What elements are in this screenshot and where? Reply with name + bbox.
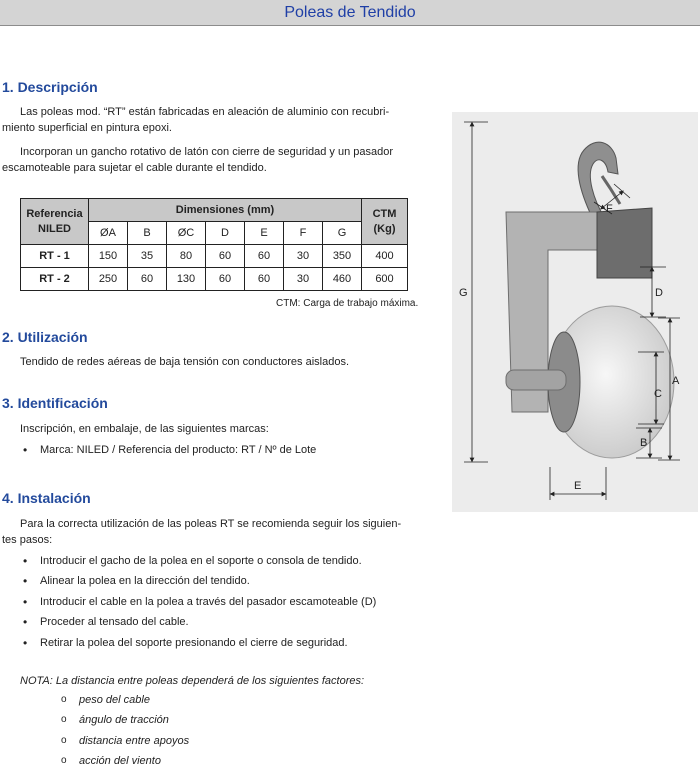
dim-g-label: G (459, 287, 468, 299)
col-header: D (206, 222, 245, 245)
table-cell: 30 (284, 268, 323, 291)
list-item: o peso del cable (79, 693, 150, 707)
ctm-header-line-2: (Kg) (373, 222, 396, 235)
list-item: • Proceder al tensado del cable. (40, 615, 189, 629)
list-item: o ángulo de tracción (79, 713, 169, 727)
table-header-row (21, 199, 408, 222)
table-cell: 80 (167, 245, 206, 268)
descripcion-line-2: miento superficial en pintura epoxi. (2, 122, 172, 134)
table-cell: 130 (167, 268, 206, 291)
list-item: • Introducir el gacho de la polea en el soporte o consola de tendido. (40, 554, 362, 568)
list-item: o acción del viento (79, 754, 161, 768)
nota-text: NOTA: La distancia entre poleas dependerá de los siguientes factores: (20, 675, 365, 687)
dim-b-label: B (640, 437, 648, 449)
section-heading-identificacion: 3. Identificación (2, 395, 108, 411)
table-cell: 35 (128, 245, 167, 268)
col-header: F (284, 222, 323, 245)
dim-e-label: E (574, 480, 582, 492)
instalacion-intro-line-1: Para la correcta utilización de las poleas RT se recomienda seguir los siguien- (20, 518, 402, 530)
col-header: ØC (167, 222, 206, 245)
table-cell: 60 (245, 268, 284, 291)
table-cell: 460 (323, 268, 362, 291)
ctm-header-line-1: CTM (372, 207, 397, 220)
row-ref: RT - 1 (21, 245, 89, 268)
table-cell: 60 (128, 268, 167, 291)
dim-header: Dimensiones (mm) (89, 199, 362, 222)
col-header: G (323, 222, 362, 245)
photo-background (452, 112, 698, 512)
descripcion-line-3: Incorporan un gancho rotativo de latón con cierre de seguridad y un pasador (20, 146, 394, 158)
table-cell: 30 (284, 245, 323, 268)
ctm-header (362, 199, 408, 245)
table-cell: 150 (89, 245, 128, 268)
axle-shape (506, 370, 566, 390)
section-heading-descripcion: 1. Descripción (2, 79, 98, 95)
col-header: E (245, 222, 284, 245)
title-bar (0, 0, 700, 26)
dim-f-label: F (606, 203, 613, 215)
col-header: ØA (89, 222, 128, 245)
section-heading-instalacion: 4. Instalación (2, 490, 91, 506)
instalacion-intro-line-2: tes pasos: (2, 534, 53, 546)
utilizacion-text: Tendido de redes aéreas de baja tensión con conductores aislados. (20, 356, 350, 368)
list-item: • Alinear la polea en la dirección del tendido. (40, 574, 250, 588)
table-cell-ctm: 600 (362, 268, 408, 291)
list-item: o distancia entre apoyos (79, 734, 189, 748)
clamp-block-shape (597, 208, 652, 278)
page-title: Poleas de Tendido (284, 4, 416, 21)
ctm-note: CTM: Carga de trabajo máxima. (276, 298, 419, 309)
pulley-drawing (452, 112, 698, 512)
dim-a-label: A (672, 375, 680, 387)
list-item: • Introducir el cable en la polea a través del pasador escamoteable (D) (40, 595, 376, 609)
dim-c-label: C (654, 388, 662, 400)
table-row (21, 268, 408, 291)
dim-d-label: D (655, 287, 663, 299)
dimensions-table (20, 198, 408, 291)
table-cell: 350 (323, 245, 362, 268)
descripcion-line-4: escamoteable para sujetar el cable durante el tendido. (2, 162, 267, 174)
table-cell: 60 (245, 245, 284, 268)
ref-header (21, 199, 89, 245)
table-cell-ctm: 400 (362, 245, 408, 268)
section-heading-utilizacion: 2. Utilización (2, 329, 88, 345)
col-header: B (128, 222, 167, 245)
identificacion-bullet: • Marca: NILED / Referencia del producto: RT / Nº de Lote (40, 443, 316, 457)
ref-header-line-2: NILED (38, 222, 71, 235)
row-ref: RT - 2 (21, 268, 89, 291)
table-cell: 60 (206, 245, 245, 268)
descripcion-line-1: Las poleas mod. “RT” están fabricadas en aleación de aluminio con recubri- (20, 106, 390, 118)
table-cell: 250 (89, 268, 128, 291)
ref-header-line-1: Referencia (26, 207, 83, 220)
table-row (21, 245, 408, 268)
table-cell: 60 (206, 268, 245, 291)
identificacion-text: Inscripción, en embalaje, de las siguientes marcas: (20, 423, 269, 435)
list-item: • Retirar la polea del soporte presionando el cierre de seguridad. (40, 636, 348, 650)
